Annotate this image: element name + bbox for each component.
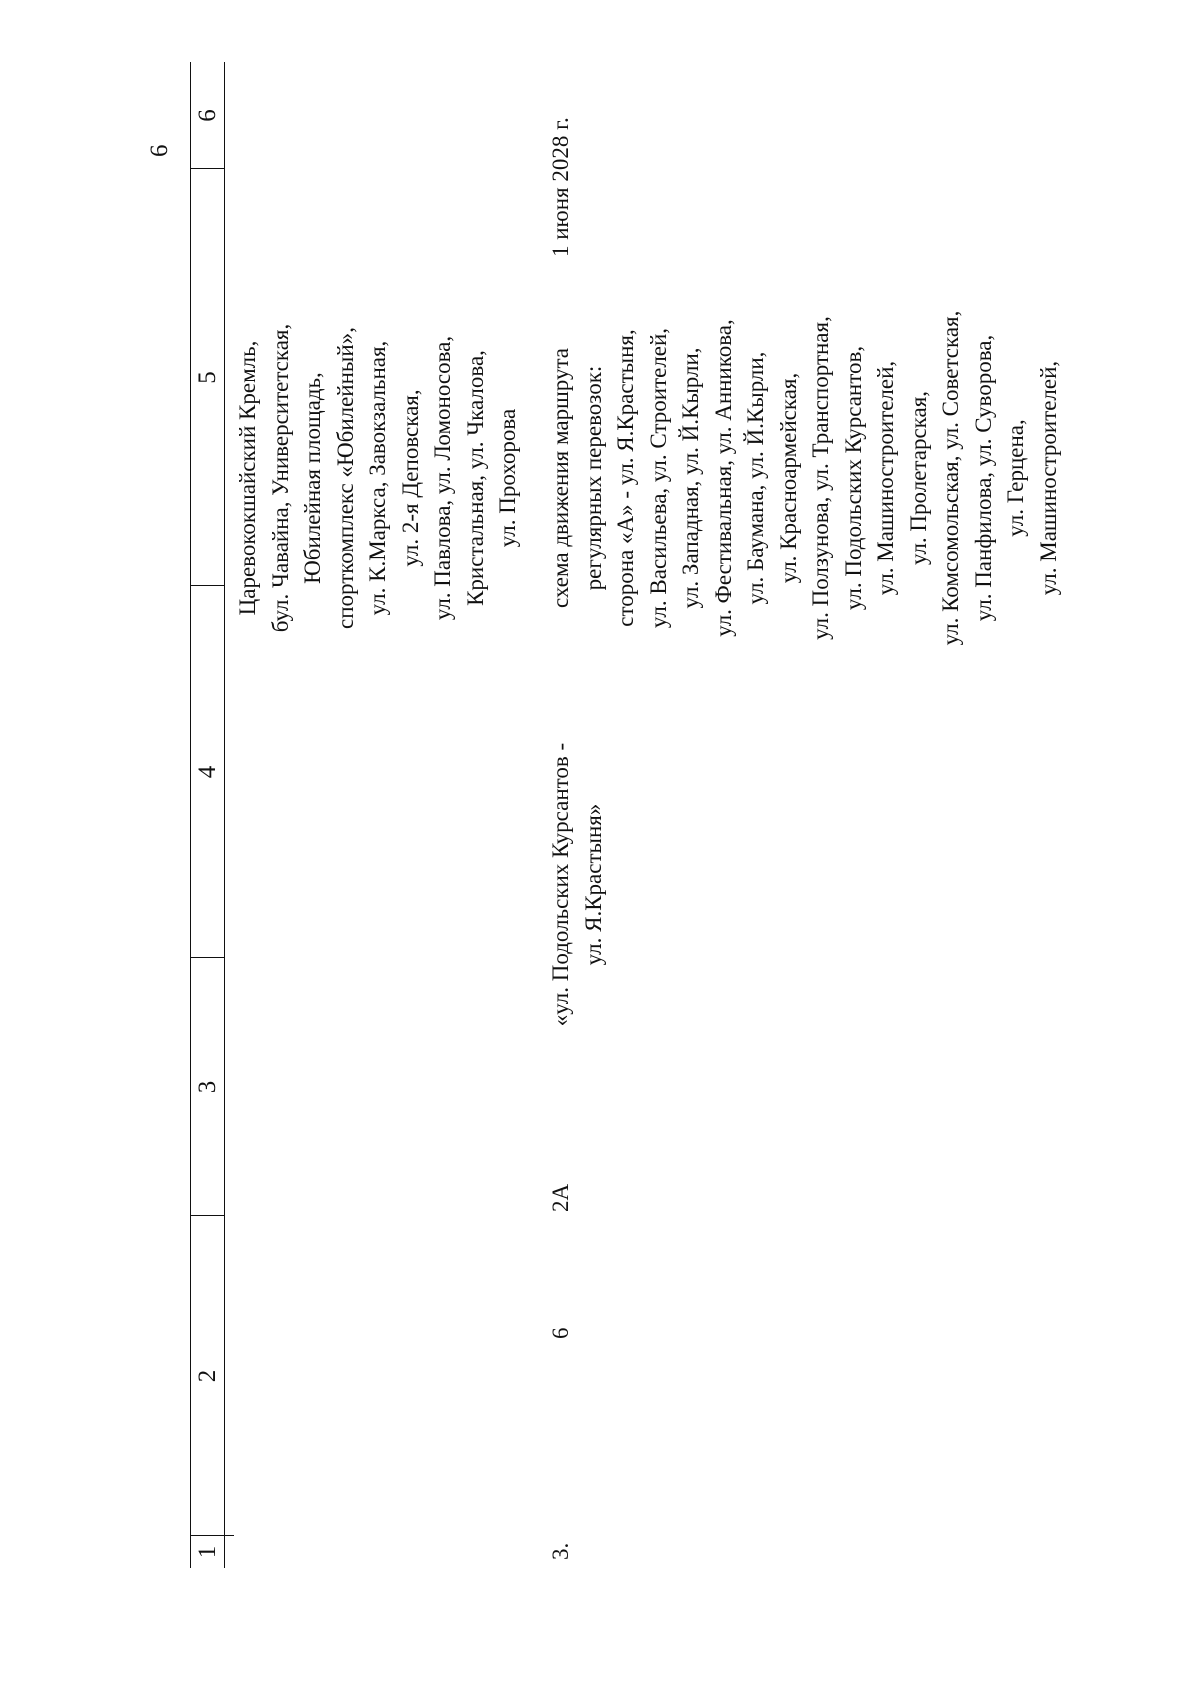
route-number: 2А — [548, 1183, 573, 1212]
stops-line: ул. Панфилова, ул. Суворова, — [970, 334, 996, 622]
stops-line: схема движения маршрута — [548, 347, 573, 609]
stops-line: Кристальная, ул. Чкалова, — [462, 350, 488, 606]
stops-line: ул. Красноармейская, — [775, 372, 801, 584]
route-name-line: ул. Я.Крастыня» — [580, 803, 606, 966]
stops-line: ул. К.Маркса, Завокзальная, — [365, 340, 390, 616]
stops-line: Царевококшайский Кремль, — [235, 340, 260, 616]
column-number-header-row — [190, 62, 225, 1568]
page-number: 6 — [146, 144, 173, 157]
stops-line: ул. Ползунова, ул. Транспортная, — [808, 316, 833, 640]
stops-line: ул. Павлова, ул. Ломоносова, — [430, 335, 455, 621]
stops-line: ул. Герцена, — [1003, 419, 1028, 537]
stops-line: ул. Западная, ул. Й.Кырли, — [678, 347, 703, 609]
stops-line: ул. Баумана, ул. Й.Кырли, — [743, 351, 768, 605]
continued-stops-cell — [232, 278, 525, 678]
stops-line: сторона «А» - ул. Я.Крастыня, — [613, 329, 638, 627]
stops-line: спорткомплекс «Юбилейный», — [332, 327, 358, 629]
stops-line: регулярных перевозок: — [580, 365, 606, 591]
row-col2-value: 6 — [548, 1327, 573, 1339]
stops-line: ул. Прохорова — [495, 408, 520, 548]
column-number-5: 5 — [194, 371, 221, 384]
stops-line: ул. 2-я Деповская, — [397, 389, 423, 567]
column-number-6: 6 — [194, 109, 221, 122]
stops-line: ул. Комсомольская, ул. Советская, — [938, 310, 963, 646]
stops-line: ул. Машиностроителей, — [1035, 360, 1061, 596]
stops-line: ул. Пролетарская, — [905, 390, 931, 566]
route-stops-cell — [545, 268, 1065, 688]
stops-line: Юбилейная площадь, — [300, 372, 325, 584]
column-number-1: 1 — [194, 1545, 221, 1559]
stops-line: ул. Машиностроителей, — [873, 360, 898, 596]
stops-line: ул. Васильева, ул. Строителей, — [645, 327, 671, 629]
start-date: 1 июня 2028 г. — [548, 117, 573, 257]
row-number: 3. — [548, 1542, 573, 1560]
stops-line: ул. Подольских Курсантов, — [840, 345, 866, 611]
route-name-cell — [545, 702, 610, 1067]
column-number-4: 4 — [194, 765, 221, 779]
route-name-line: «ул. Подольских Курсантов - — [548, 742, 573, 1027]
stops-line: ул. Фестивальная, ул. Анникова, — [710, 319, 736, 637]
column-number-2: 2 — [194, 1369, 221, 1383]
stops-line: бул. Чавайна, Университетская, — [267, 323, 293, 633]
column-number-3: 3 — [194, 1080, 221, 1094]
